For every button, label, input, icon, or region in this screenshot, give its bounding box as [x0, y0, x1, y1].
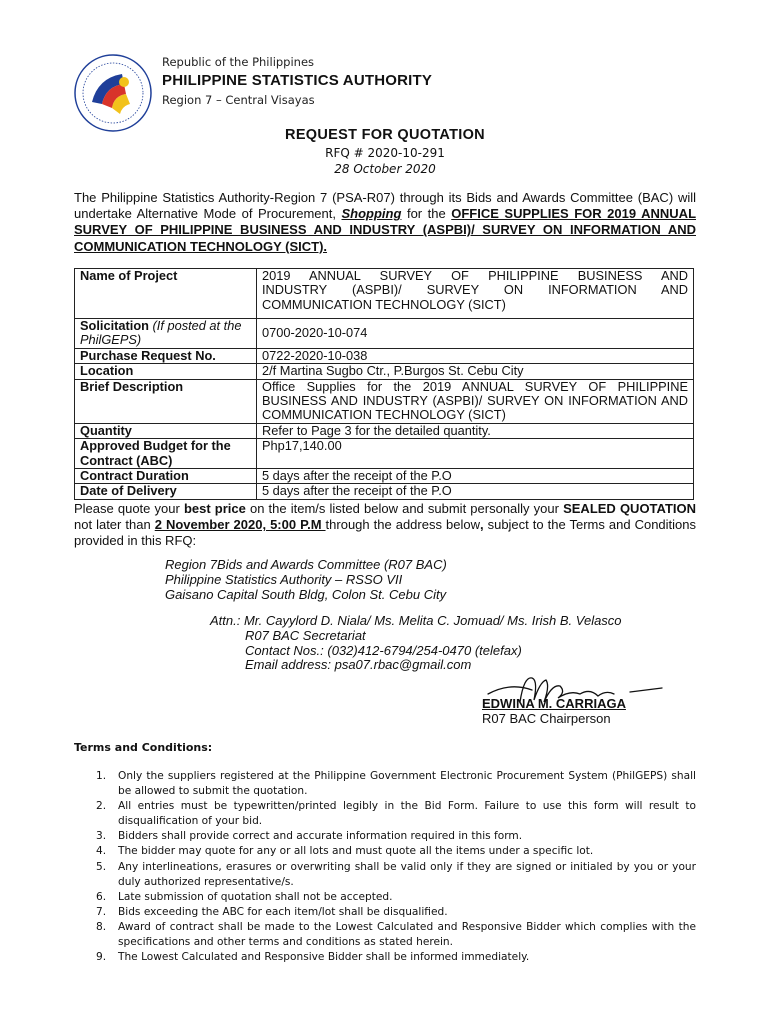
term-number: 9. [96, 951, 107, 964]
term-text: Bidders shall provide correct and accurate information required in this form. [118, 830, 523, 843]
table-row [75, 379, 694, 423]
table-row [75, 319, 694, 349]
title-block [0, 127, 770, 176]
region-line: Region 7 – Central Visayas [162, 93, 315, 107]
submission-deadline: 2 November 2020, 5:00 P.M [154, 517, 326, 532]
agency-name: PHILIPPINE STATISTICS AUTHORITY [162, 72, 433, 89]
term-number: 1. [96, 770, 107, 782]
table-row [75, 469, 694, 484]
name-of-project-value [257, 269, 694, 319]
date-of-delivery-value: 5 days after the receipt of the P.O [257, 484, 694, 499]
table-row [75, 364, 694, 379]
term-number: 2. [96, 800, 107, 813]
list-item [96, 829, 696, 844]
term-text: The Lowest Calculated and Responsive Bidder shall be informed immediately. [118, 951, 530, 964]
project-name-line-3: COMMUNICATION TECHNOLOGY (SICT) [262, 296, 506, 312]
term-text: Award of contract shall be made to the Lowest Calculated and Responsive Bidder which complies with the specifications and other terms and conditions as stated herein. [118, 920, 696, 949]
contract-duration-label: Contract Duration [75, 469, 257, 484]
intro-text-1: The Philippine Statistics Authority-Region 7 (PSA-R07) through its Bids and Awards Committee (BAC) will undertake Alternative Mode of Procurement, [74, 190, 696, 222]
address-line-1: Region 7Bids and Awards Committee (R07 BAC) [165, 557, 447, 572]
term-text: Bids exceeding the ABC for each item/lot shall be disqualified. [118, 905, 448, 918]
rfq-number: RFQ # 2020-10-291 [325, 146, 445, 160]
list-item [96, 769, 696, 799]
quote-instructions: Please quote your best price on the item/s listed below and submit personally your SEALED QUOTATION not later than 2 November 2020, 5:00 P.M through the address below, subject to the Terms and Conditions provided in this RFQ: [74, 501, 697, 548]
table-row [75, 439, 694, 469]
attention-line: Attn.: Mr. Cayylord D. Niala/ Ms. Melita C. Jomuad/ Ms. Irish B. Velasco [210, 613, 622, 628]
term-number: 3. [96, 830, 107, 843]
purchase-request-label: Purchase Request No. [75, 348, 257, 363]
quantity-value: Refer to Page 3 for the detailed quantity. [257, 423, 694, 438]
intro-text-2: for the [401, 206, 452, 222]
agency-block [162, 55, 432, 107]
email-address: Email address: psa07.rbac@gmail.com [245, 657, 472, 673]
term-text: The bidder may quote for any or all lots and must quote all the items under a specific lot. [118, 845, 594, 858]
brief-description-value: Office Supplies for the 2019 ANNUAL SURVEY OF PHILIPPINE BUSINESS AND INDUSTRY (ASPBI)/ SURVEY ON INFORMATION AND COMMUNICATION TECHNOLOGY (SICT) [257, 379, 694, 423]
contract-duration-value: 5 days after the receipt of the P.O [257, 469, 694, 484]
term-number: 8. [96, 920, 107, 933]
solicitation-note: (If posted at the PhilGEPS) [80, 318, 242, 348]
document-title: REQUEST FOR QUOTATION [285, 127, 485, 143]
psa-seal-icon [72, 52, 154, 134]
location-label: Location [75, 364, 257, 379]
name-of-project-label: Name of Project [75, 269, 257, 319]
solicitation-label: Solicitation (If posted at the PhilGEPS) [75, 319, 257, 349]
secretariat-line: R07 BAC Secretariat [245, 627, 366, 643]
term-number: 5. [96, 860, 107, 873]
term-text: Only the suppliers registered at the Philippine Government Electronic Procurement System (PhilGEPS) shall be allowed to submit the quotation. [118, 770, 696, 798]
signatory-name: EDWINA M. CARRIAGA [482, 696, 626, 711]
brief-description-label: Brief Description [75, 379, 257, 423]
list-item [96, 844, 696, 859]
project-name-line-1: 2019 ANNUAL SURVEY OF PHILIPPINE BUSINESS AND [262, 268, 688, 283]
submission-address [165, 558, 447, 602]
term-text: Any interlineations, erasures or overwriting shall be valid only if they are signed or initialed by you or your duly authorized representative/s. [118, 860, 696, 888]
sealed-quotation-emphasis: SEALED QUOTATION [563, 501, 697, 516]
terms-list [96, 769, 696, 965]
list-item [96, 860, 696, 890]
list-item [96, 799, 696, 829]
terms-title: Terms and Conditions: [74, 741, 213, 754]
letterhead [72, 50, 472, 114]
abc-label: Approved Budget for the Contract (ABC) [75, 439, 257, 469]
list-item [96, 905, 696, 920]
signatory-position: R07 BAC Chairperson [482, 711, 611, 726]
table-row [75, 484, 694, 499]
table-row [75, 423, 694, 438]
solicitation-value: 0700-2020-10-074 [257, 319, 694, 349]
table-row [75, 269, 694, 319]
table-row [75, 348, 694, 363]
term-number: 7. [96, 905, 107, 918]
term-number: 4. [96, 845, 107, 858]
quantity-label: Quantity [75, 423, 257, 438]
best-price-emphasis: best price [183, 501, 246, 516]
list-item [96, 890, 696, 905]
rfq-date: 28 October 2020 [334, 162, 436, 176]
term-number: 6. [96, 890, 107, 903]
term-text: Late submission of quotation shall not be accepted. [118, 890, 393, 903]
signatory-block [482, 696, 626, 726]
intro-paragraph [74, 190, 696, 255]
republic-line: Republic of the Philippines [162, 55, 315, 69]
procurement-subject: OFFICE SUPPLIES FOR 2019 ANNUAL SURVEY OF PHILIPPINE BUSINESS AND INDUSTRY (ASPBI)/ SURVEY ON INFORMATION AND COMMUNICATION TECHNOLOGY (SICT). [74, 206, 697, 254]
list-item [96, 920, 696, 950]
purchase-request-value: 0722-2020-10-038 [257, 348, 694, 363]
project-info-table [74, 268, 694, 500]
attention-block [210, 614, 622, 673]
date-of-delivery-label: Date of Delivery [75, 484, 257, 499]
abc-value: Php17,140.00 [257, 439, 694, 469]
location-value: 2/f Martina Sugbo Ctr., P.Burgos St. Cebu City [257, 364, 694, 379]
contact-numbers: Contact Nos.: (032)412-6794/254-0470 (telefax) [245, 642, 522, 658]
address-line-3: Gaisano Capital South Bldg, Colon St. Cebu City [165, 586, 447, 602]
list-item [96, 950, 696, 965]
term-text: All entries must be typewritten/printed legibly in the Bid Form. Failure to use this form will result to disqualification of your bid. [118, 800, 696, 828]
procurement-mode: Shopping [341, 206, 402, 222]
address-line-2: Philippine Statistics Authority – RSSO VII [165, 571, 403, 587]
project-name-line-2: INDUSTRY (ASPBI)/ SURVEY ON INFORMATION AND [262, 282, 688, 298]
